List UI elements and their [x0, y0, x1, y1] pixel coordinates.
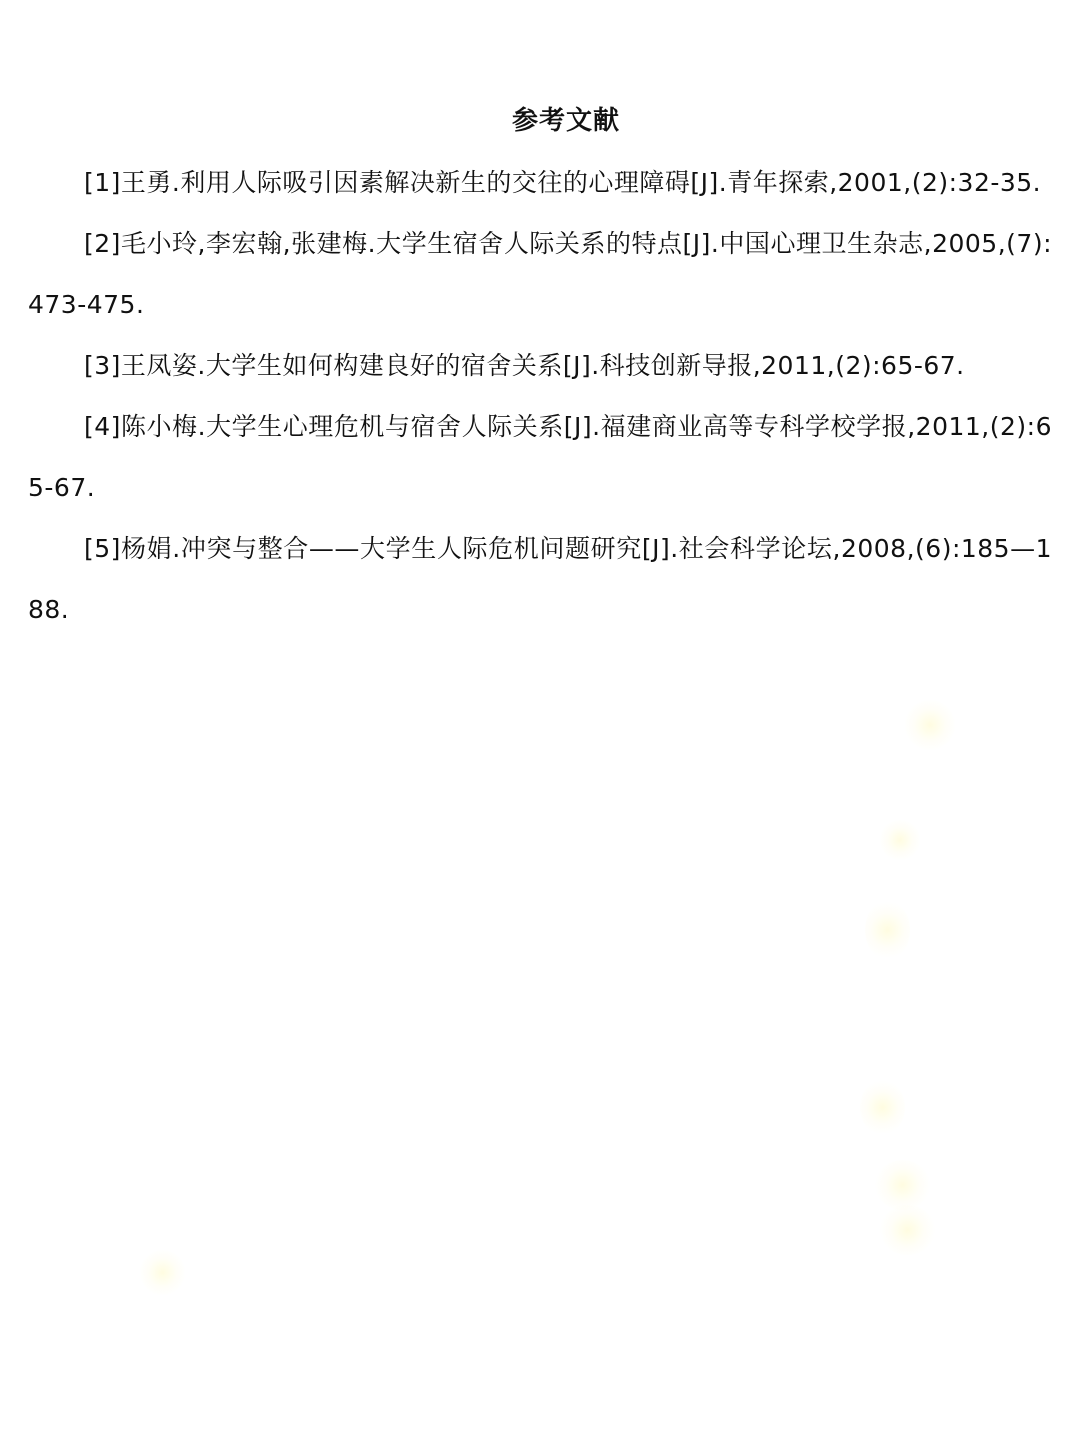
scan-speckle [880, 1205, 935, 1255]
scan-speckle [880, 820, 920, 860]
reference-item: [4]陈小梅.大学生心理危机与宿舍人际关系[J].福建商业高等专科学校学报,2011,(2):65-67. [28, 412, 1052, 502]
reference-item: [2]毛小玲,李宏翰,张建梅.大学生宿舍人际关系的特点[J].中国心理卫生杂志,2005,(7):473-475. [28, 229, 1052, 319]
scan-speckle [905, 700, 955, 750]
reference-list [28, 152, 1052, 640]
page-title: 参考文献 [511, 106, 620, 136]
scan-speckle [865, 900, 910, 960]
reference-item: [5]杨娟.冲突与整合——大学生人际危机问题研究[J].社会科学论坛,2008,(6):185—188. [28, 534, 1052, 624]
scan-speckle [860, 1080, 905, 1135]
scan-speckle [875, 1160, 930, 1210]
reference-item: [3]王凤姿.大学生如何构建良好的宿舍关系[J].科技创新导报,2011,(2):65-67. [84, 351, 965, 380]
scan-speckle [140, 1250, 185, 1295]
reference-item: [1]王勇.利用人际吸引因素解决新生的交往的心理障碍[J].青年探索,2001,(2):32-35. [84, 168, 1042, 197]
